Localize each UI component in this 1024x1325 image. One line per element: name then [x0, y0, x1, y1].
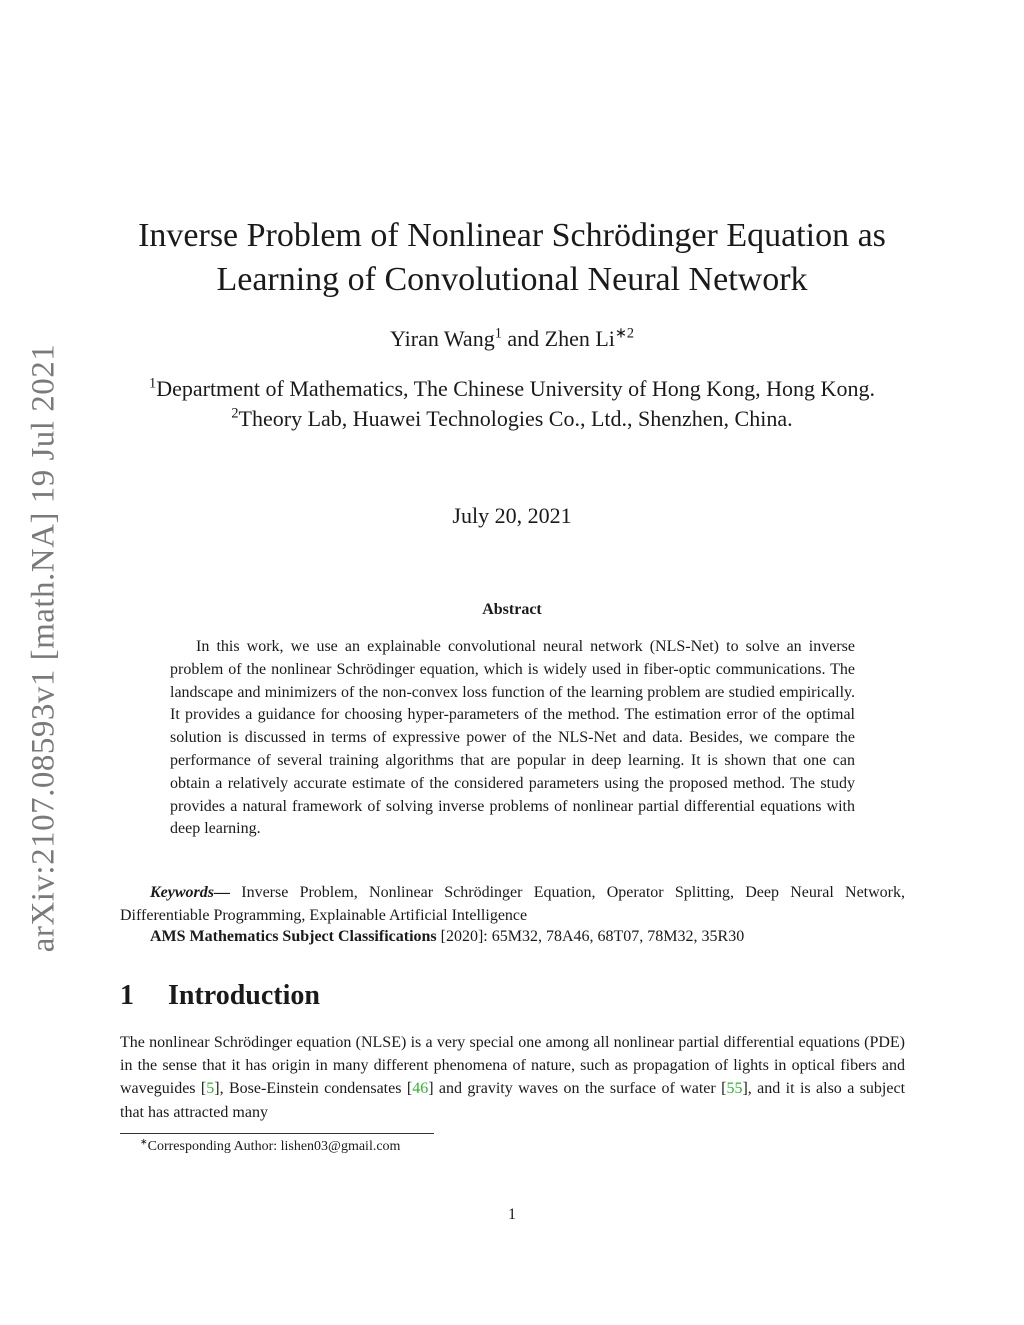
author-name: Yiran Wang: [389, 326, 495, 351]
section-number: 1: [120, 980, 134, 1011]
citation-link[interactable]: 5: [206, 1080, 215, 1098]
abstract-text: In this work, we use an explainable convolutional neural network (NLS-Net) to solve an inverse problem of the nonlinear Schrödinger equation, which is widely used in fiber-optic communications. The landscape and minimizers of the non-convex loss function of the learning problem are studied empirically. It provides a guidance for choosing hyper-parameters of the method. The estimation error of the optimal solution is discussed in terms of expressive power of the NLS-Net and data. Besides, we compare the performance of several training algorithms that are popular in deep learning. It is shown that one can obtain a relatively accurate estimate of the considered parameters using the proposed method. The study provides a natural framework of solving inverse problems of nonlinear partial differential equations with deep learning.: [170, 638, 855, 838]
author-name: Zhen Li: [544, 326, 615, 351]
citation-link[interactable]: 55: [726, 1080, 743, 1098]
title-line-1: Inverse Problem of Nonlinear Schrödinger Equation as: [138, 217, 886, 254]
footnote-rule: [120, 1133, 434, 1134]
citation-link[interactable]: 46: [412, 1080, 429, 1098]
keywords-label: Keywords—: [150, 884, 230, 901]
ams-codes: [2020]: 65M32, 78A46, 68T07, 78M32, 35R30: [436, 928, 745, 945]
footnote-marker: ∗: [140, 1136, 148, 1147]
section-heading: [120, 980, 320, 1012]
keywords-text: Inverse Problem, Nonlinear Schrödinger Equation, Operator Splitting, Deep Neural Network, Differentiable Programming, Explainable Artificial Intelligence: [120, 884, 905, 924]
affiliation-1: $^1$Department of Mathematics, The Chinese University of Hong Kong, Hong Kong.: [149, 375, 875, 401]
affiliation-marker: 1: [494, 325, 502, 342]
publication-date: July 20, 2021: [452, 503, 572, 528]
footnote-text: Corresponding Author: lishen03@gmail.com: [147, 1139, 401, 1154]
introduction-paragraph: The nonlinear Schrödinger equation (NLSE) is a very special one among all nonlinear partial differential equations (PDE) in the sense that it has origin in many different phenomena of nature, such as propagation of lights in optical fibers and waveguides [5], Bose-Einstein condensates [46] and gravity waves on the surface of water [55], and it is also a subject that has attracted many: [120, 1034, 906, 1121]
affiliation-2: $^2$Theory Lab, Huawei Technologies Co., Ltd., Shenzhen, China.: [231, 405, 793, 431]
page-number: 1: [508, 1206, 516, 1223]
footnote: [140, 1136, 401, 1155]
section-title: Introduction: [168, 980, 320, 1011]
title-line-2: Learning of Convolutional Neural Network: [216, 261, 808, 298]
keywords: [120, 881, 905, 927]
ams-classification: [150, 928, 910, 946]
affiliations: [110, 374, 914, 434]
arxiv-identifier: arXiv:2107.08593v1 [math.NA] 19 Jul 2021: [25, 343, 62, 953]
abstract-heading: Abstract: [482, 601, 542, 618]
paper-title: [0, 214, 1024, 302]
author-list: [0, 326, 1024, 352]
author-conjunction: and: [501, 326, 545, 351]
ams-label: AMS Mathematics Subject Classifications: [150, 928, 437, 945]
affiliation-marker: ∗2: [614, 325, 635, 342]
